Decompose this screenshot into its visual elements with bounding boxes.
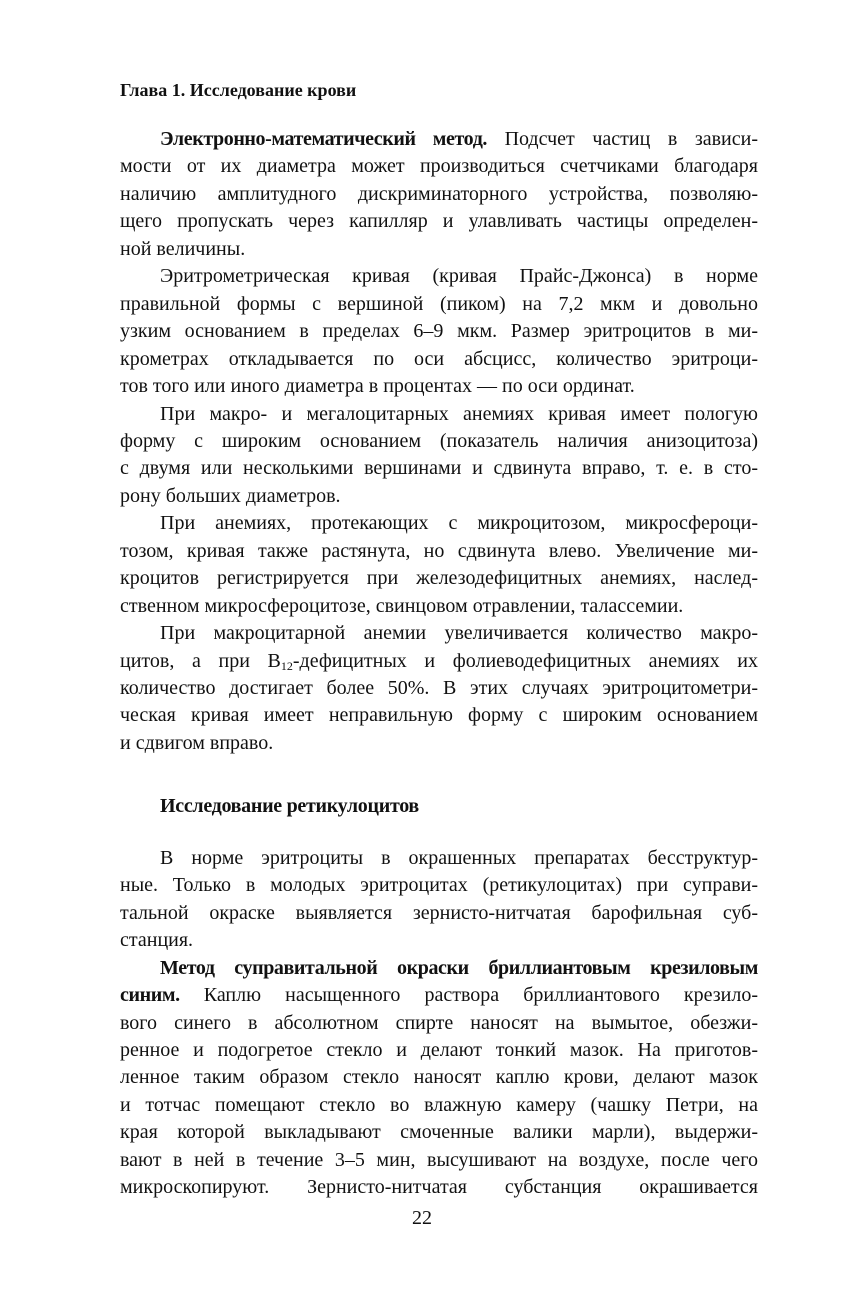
text-run: цитов, а при B	[120, 649, 281, 672]
text-line: ленное таким образом стекло наносят каплю крови, делают мазок	[120, 1066, 758, 1089]
text-line: тов того или иного диаметра в процентах — по оси ординат.	[120, 375, 635, 398]
text-line: количество достигает более 50%. В этих случаях эритроцитометри-	[120, 677, 758, 699]
text-line: ческая кривая имеет неправильную форму с широким основанием	[120, 704, 758, 727]
text-line: края которой выкладывают смоченные валики марли), выдержи-	[120, 1121, 758, 1144]
text-line: ные. Только в молодых эритроцитах (ретикулоцитах) при суправи-	[120, 874, 758, 897]
text-line: тозом, кривая также растянута, но сдвинута влево. Увеличение ми-	[120, 539, 758, 562]
bold-lead: Электронно-математический метод.	[160, 128, 488, 150]
section-heading: Исследование ретикулоцитов	[160, 795, 419, 817]
text-line: форму с широким основанием (показатель наличия анизоцитоза)	[120, 429, 758, 452]
text-line: вого синего в абсолютном спирте наносят на вымытое, обезжи-	[120, 1011, 758, 1034]
text-line: крометрах откладывается по оси абсцисс, количество эритроци-	[120, 347, 758, 370]
page-number: 22	[412, 1207, 432, 1229]
subscript: 12	[280, 658, 293, 673]
text-line: и сдвигом вправо.	[120, 731, 274, 754]
text-line: Эритрометрическая кривая (кривая Прайс-Джонса) в норме	[160, 265, 758, 288]
text-line	[120, 981, 758, 1009]
text-line: При анемиях, протекающих с микроцитозом, микросфероци-	[160, 512, 758, 535]
text-run: Подсчет частиц в зависи-	[487, 128, 758, 150]
bold-lead: Метод суправитальной окраски бриллиантовым крезиловым	[160, 956, 758, 979]
text-line: наличию амплитудного дискриминаторного устройства, позволяю-	[120, 182, 758, 205]
text-line: мости от их диаметра может производиться счетчиками благодаря	[120, 155, 758, 178]
text-line: кроцитов регистрируется при железодефицитных анемиях, наслед-	[120, 567, 758, 590]
text-line: тальной окраске выявляется зернисто-нитчатая барофильная суб-	[120, 901, 758, 924]
text-line: щего пропускать через капилляр и улавливать частицы определен-	[120, 210, 758, 233]
text-line: вают в ней в течение 3–5 мин, высушивают на воздухе, после чего	[120, 1148, 758, 1171]
text-line: ственном микросфероцитозе, свинцовом отравлении, талассемии.	[120, 594, 684, 617]
text-line: При макро- и мегалоцитарных анемиях кривая имеет пологую	[160, 402, 758, 425]
text-line: микроскопируют. Зернисто-нитчатая субстанция окрашивается	[120, 1176, 758, 1199]
text-line: и тотчас помещают стекло во влажную камеру (чашку Петри, на	[120, 1093, 758, 1116]
text-line: правильной формы с вершиной (пиком) на 7,2 мкм и довольно	[120, 292, 758, 315]
running-head: Глава 1. Исследование крови	[120, 80, 357, 100]
text-line: станция.	[120, 929, 194, 952]
text-line	[160, 954, 758, 982]
text-line: При макроцитарной анемии увеличивается количество макро-	[160, 622, 758, 645]
text-line: с двумя или несколькими вершинами и сдвинута вправо, т. е. в сто-	[120, 457, 758, 480]
text-line: узким основанием в пределах 6–9 мкм. Размер эритроцитов в ми-	[120, 320, 758, 343]
text-line: ренное и подогретое стекло и делают тонкий мазок. На приготов-	[120, 1038, 758, 1061]
text-line: В норме эритроциты в окрашенных препаратах бесструктур-	[160, 847, 758, 869]
text-run: Каплю насыщенного раствора бриллиантового крезило-	[179, 984, 758, 1007]
text-line: рону больших диаметров.	[120, 484, 341, 507]
bold-lead: синим.	[120, 984, 180, 1007]
text-line	[160, 125, 758, 153]
text-run: -дефицитных и фолиеводефицитных анемиях их	[292, 649, 758, 672]
text-line	[120, 647, 758, 675]
text-line: ной величины.	[120, 237, 246, 260]
